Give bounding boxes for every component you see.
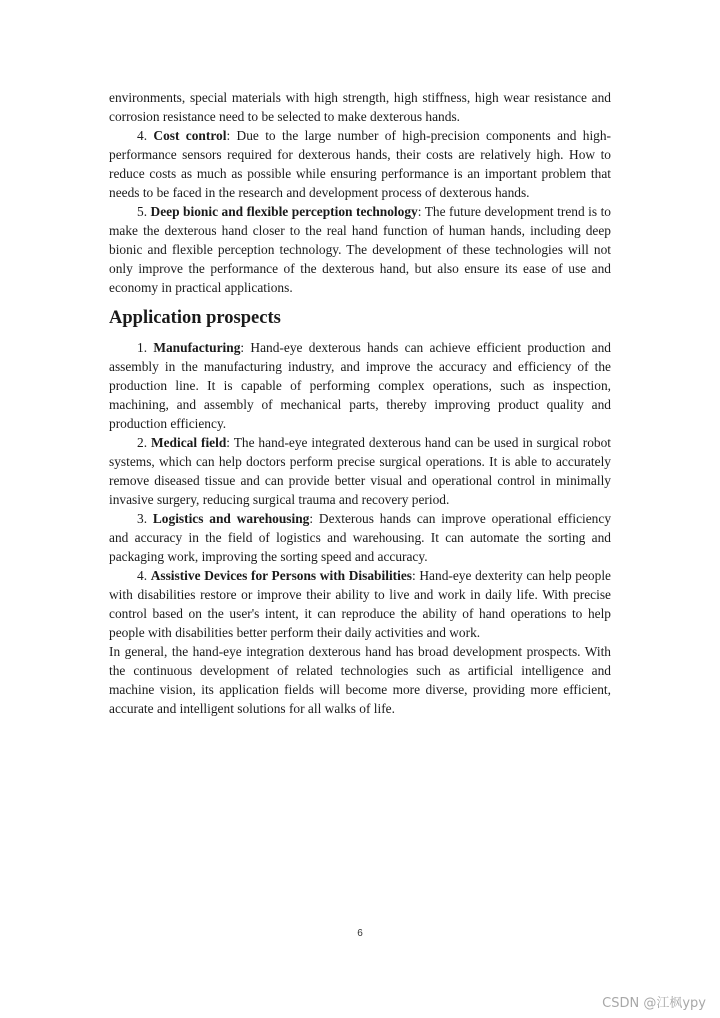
item-title: Cost control [153,128,227,143]
application-item-assistive-devices [109,566,611,642]
document-body [109,88,611,718]
intro-paragraph: environments, special materials with high strength, high stiffness, high wear resistance and corrosion resistance need to be selected to make dexterous hands. [109,90,611,124]
section-heading-application-prospects: Application prospects [109,308,281,328]
item-number: 1. [137,340,154,355]
item-text: : Hand-eye dexterous hands can achieve efficient production and assembly in the manufacturing industry, and improve the accuracy and efficiency of the production line. It is capable of performing complex operations, such as inspection, machining, and assembly of mechanical parts, thereby improving product quality and production efficiency. [109,340,611,431]
item-text: : The future development trend is to make the dexterous hand closer to the real hand function of human hands, including deep bionic and flexible perception technology. The development of these technologies will not only improve the performance of the dexterous hand, but also ensure its ease of use and economy in practical applications. [109,204,611,295]
application-item-medical-field [109,433,611,509]
application-item-logistics [109,509,611,566]
item-text: : Dexterous hands can improve operational efficiency and accuracy in the field of logistics and warehousing. It can automate the sorting and packaging work, improving the sorting speed and accuracy. [109,511,612,564]
page-number: 6 [357,928,363,939]
item-text: : Hand-eye dexterity can help people with disabilities restore or improve their ability to live and work in daily life. With precise control based on the user's intent, it can reproduce the ability of hand operations to help people with disabilities better perform their daily activities and work. [109,568,611,640]
item-title: Logistics and warehousing [152,511,310,526]
item-title: Assistive Devices for Persons with Disabilities [150,568,412,583]
item-title: Medical field [150,435,227,450]
item-title: Manufacturing [153,340,241,355]
item-text: : The hand-eye integrated dexterous hand can be used in surgical robot systems, which can help doctors perform precise surgical operations. It is able to accurately remove diseased tissue and can provide better visual and operational control in minimally invasive surgery, reducing surgical trauma and recovery period. [109,435,611,507]
item-number: 3. [137,511,153,526]
application-item-manufacturing [109,338,611,433]
item-text: : Due to the large number of high-precision components and high-performance sensors required for dexterous hands, their costs are relatively high. How to reduce costs as much as possible while ensuring performance is an important problem that needs to be faced in the research and development process of dexterous hands. [109,128,612,200]
watermark: CSDN @江枫ypy [602,996,706,1011]
conclusion-paragraph: In general, the hand-eye integration dexterous hand has broad development prospects. With the continuous development of related technologies such as artificial intelligence and machine vision, its application fields will become more diverse, providing more efficient, accurate and intelligent solutions for all walks of life. [109,644,611,716]
item-number: 5. [137,204,151,219]
item-title: Deep bionic and flexible perception technology [150,204,418,219]
item-number: 4. [137,568,151,583]
challenge-item-cost-control [109,126,611,202]
item-number: 4. [137,128,154,143]
item-number: 2. [137,435,151,450]
challenge-item-deep-bionic [109,202,611,297]
